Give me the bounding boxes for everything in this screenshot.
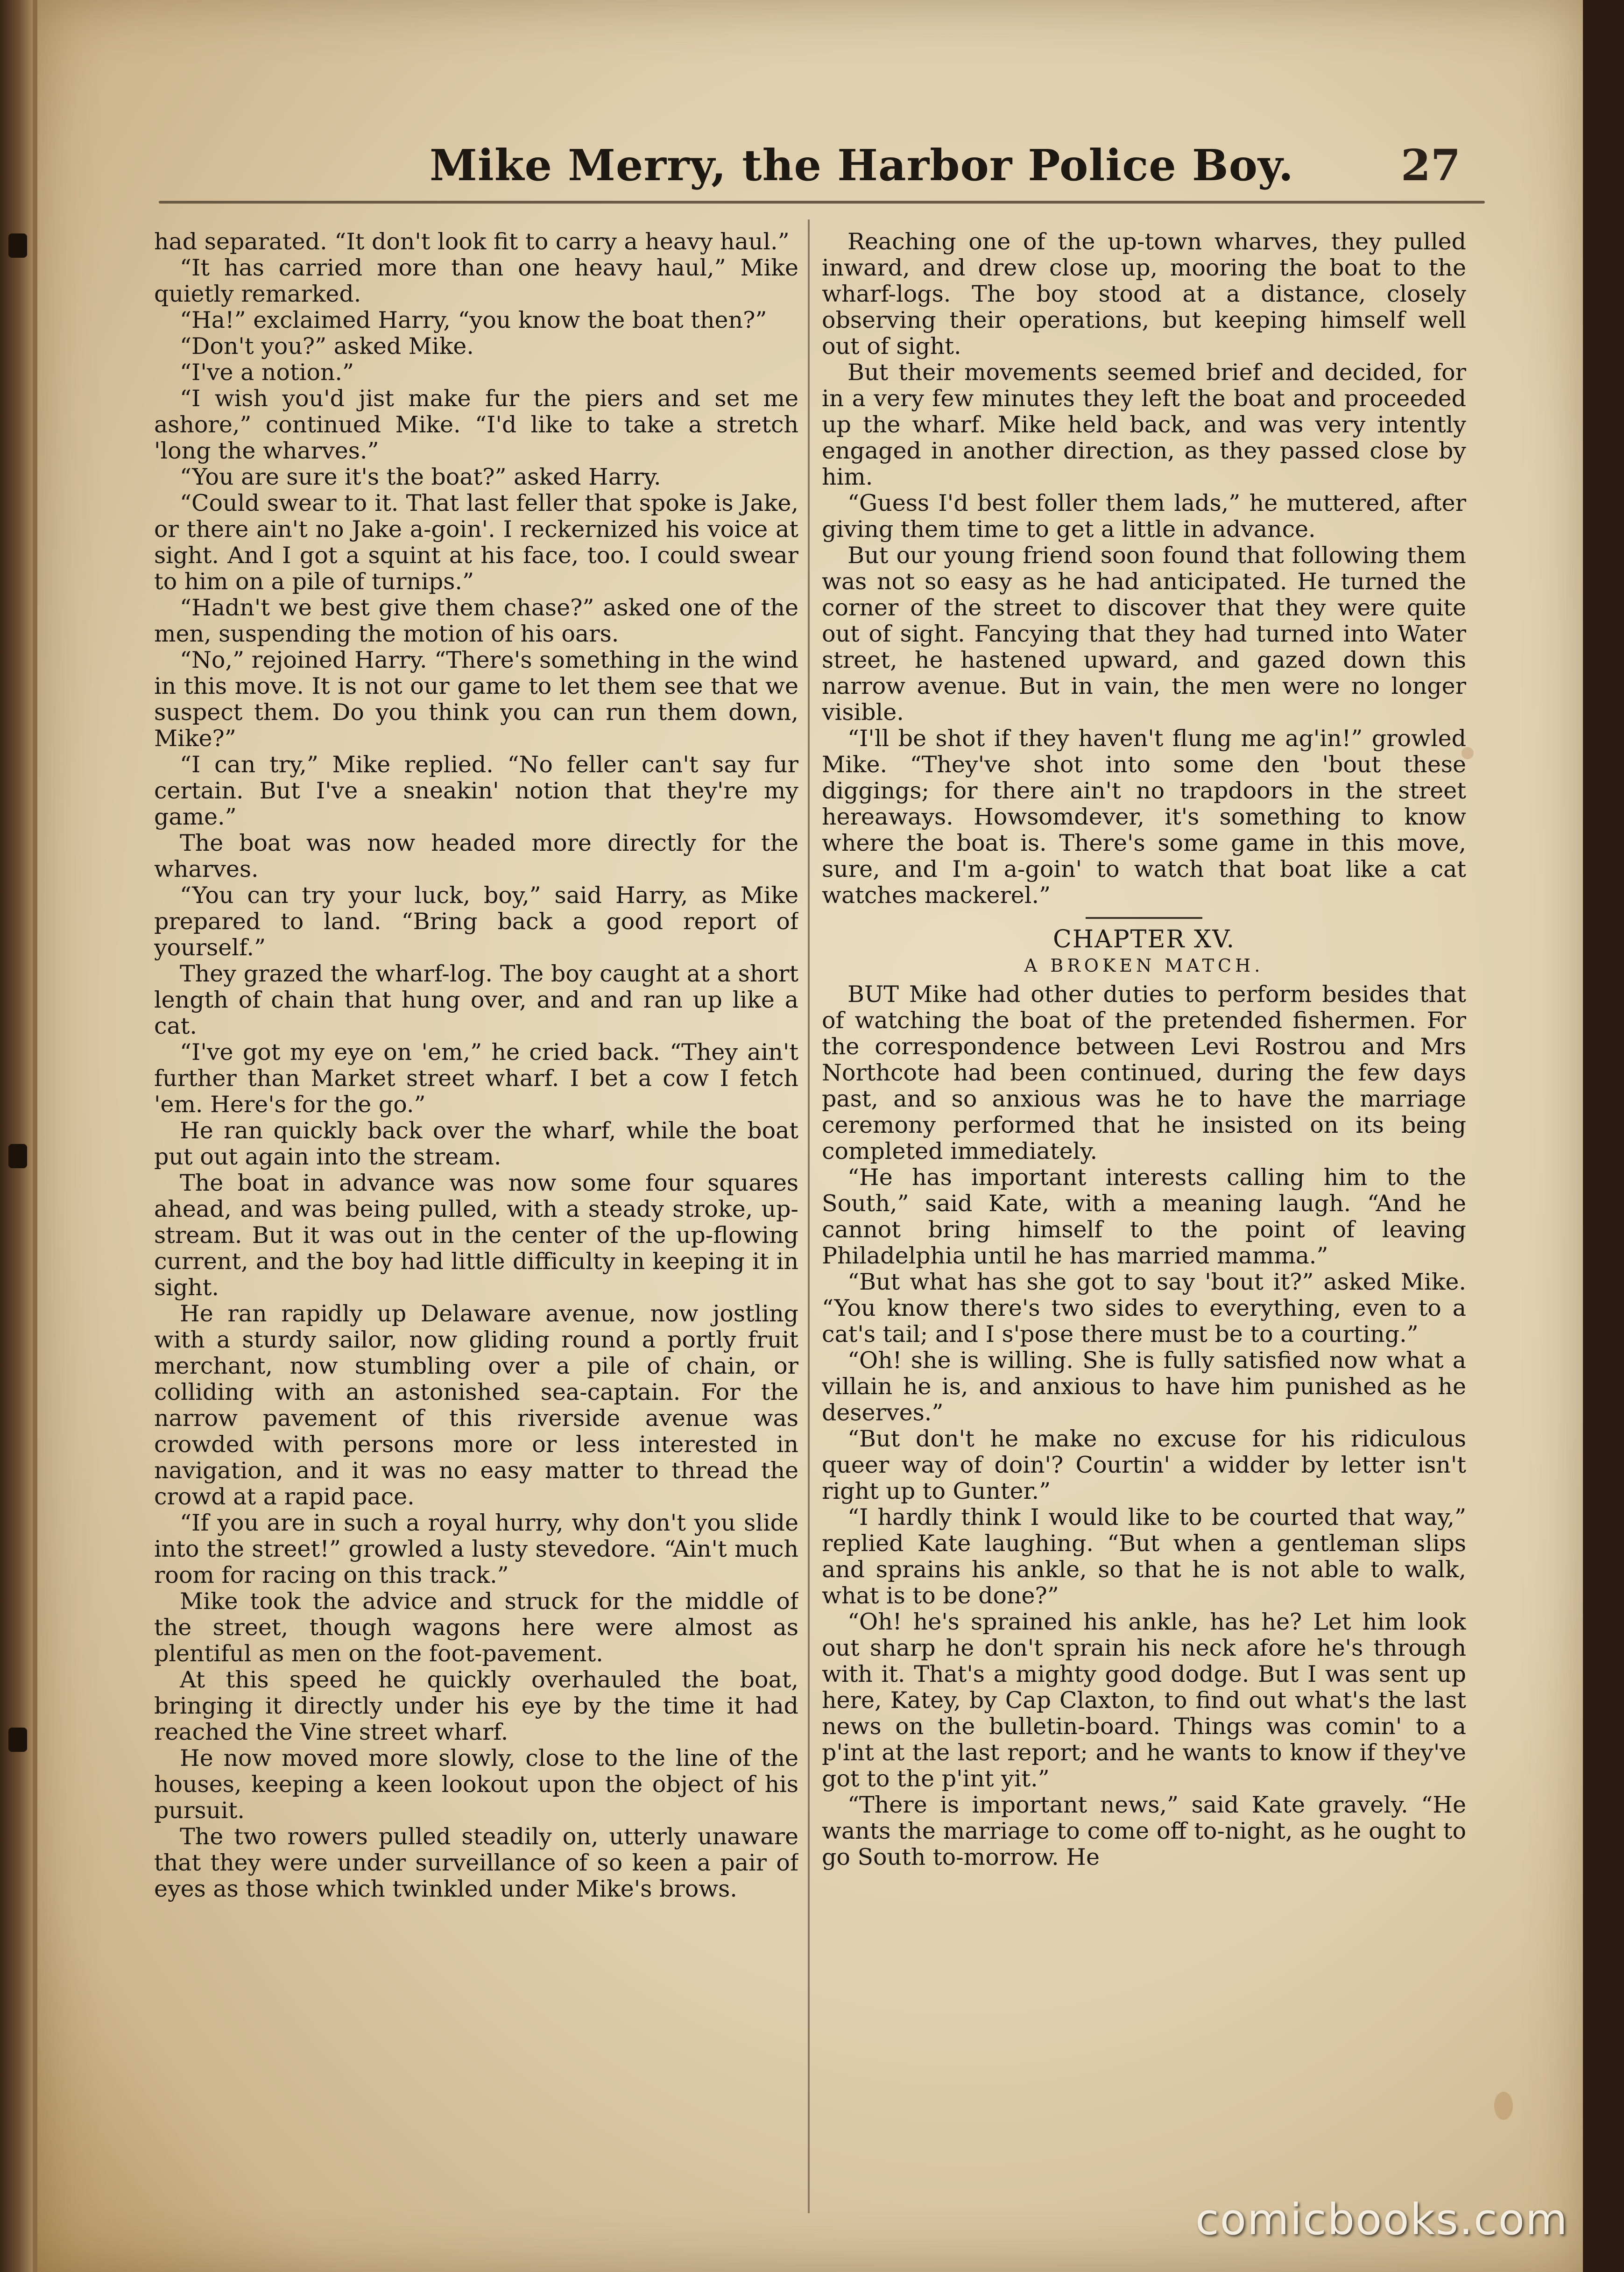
paragraph: “But don't he make no excuse for his ridiculous queer way of doin'? Courtin' a widder by letter isn't right up to Gunter.”	[822, 1425, 1466, 1504]
paragraph: He ran quickly back over the wharf, while the boat put out again into the stream.	[154, 1117, 798, 1170]
column-divider	[808, 219, 810, 2213]
paragraph: He ran rapidly up Delaware avenue, now jostling with a sturdy sailor, now gliding round a portly fruit merchant, now stumbling over a pile of chain, or colliding with an astonished sea-captain. For the narrow pavement of this riverside avenue was crowded with persons more or less interested in navigation, and it was no easy matter to thread the crowd at a rapid pace.	[154, 1300, 798, 1510]
paragraph: “Don't you?” asked Mike.	[180, 333, 474, 360]
paragraph: Mike took the advice and struck for the middle of the street, though wagons here were almost as plentiful as men on the foot-pavement.	[154, 1588, 798, 1667]
binding-stitch	[8, 1728, 27, 1752]
paragraph: Reaching one of the up-town wharves, they pulled inward, and drew close up, mooring the boat to the wharf-logs. The boy stood at a distance, closely observing their operations, but keeping himself well out of sight.	[822, 229, 1466, 360]
right-column	[822, 229, 1466, 2213]
paragraph: “Guess I'd best foller them lads,” he muttered, after giving them time to get a little in advance.	[822, 490, 1466, 543]
left-column	[154, 229, 798, 2213]
paragraph: “You can try your luck, boy,” said Harry, as Mike prepared to land. “Bring back a good report of yourself.”	[154, 882, 798, 961]
paragraph: “I wish you'd jist make fur the piers and set me ashore,” continued Mike. “I'd like to take a stretch 'long the wharves.”	[154, 385, 798, 464]
binding-stitch	[8, 1144, 27, 1168]
paragraph: He now moved more slowly, close to the line of the houses, keeping a keen lookout upon the object of his pursuit.	[154, 1745, 798, 1824]
paragraph: But their movements seemed brief and decided, for in a very few minutes they left the boat and proceeded up the wharf. Mike held back, and was very intently engaged in another direction, as they passed close by him.	[822, 359, 1466, 490]
paragraph: “I can try,” Mike replied. “No feller can't say fur certain. But I've a sneakin' notion that they're my game.”	[154, 751, 798, 830]
paragraph: They grazed the wharf-log. The boy caught at a short length of chain that hung over, and and ran up like a cat.	[154, 960, 798, 1039]
paragraph: “I've got my eye on 'em,” he cried back. “They ain't further than Market street wharf. I bet a cow I fetch 'em. Here's for the go.”	[154, 1039, 798, 1118]
binding-edge	[0, 0, 33, 2272]
paragraph: “Oh! she is willing. She is fully satisfied now what a villain he is, and anxious to have him punished as he deserves.”	[822, 1347, 1466, 1426]
paragraph: “You are sure it's the boat?” asked Harry.	[180, 464, 661, 490]
page-number: 27	[1401, 140, 1461, 191]
paragraph: “Hadn't we best give them chase?” asked one of the men, suspending the motion of his oars.	[154, 594, 798, 647]
paragraph: “Oh! he's sprained his ankle, has he? Let him look out sharp he don't sprain his neck afore he's through with it. That's a mighty good dodge. But I was sent up here, Katey, by Cap Claxton, to find out what's the last news on the bulletin-board. Things was comin' to a p'int at the last report; and he wants to know if they've got to the p'int yit.”	[822, 1609, 1466, 1792]
site-watermark: comicbooks.com	[1195, 2194, 1568, 2244]
paragraph: “I've a notion.”	[180, 359, 354, 386]
paragraph: “Could swear to it. That last feller that spoke is Jake, or there ain't no Jake a-goin'. I reckernized his voice at sight. And I got a squint at his face, too. I could swear to him on a pile of turnips.”	[154, 490, 798, 595]
paragraph: “There is important news,” said Kate gravely. “He wants the marriage to come off to-night, as he ought to go South to-morrow. He	[822, 1792, 1466, 1870]
running-header-title: Mike Merry, the Harbor Police Boy.	[430, 140, 1294, 191]
paragraph: “If you are in such a royal hurry, why don't you slide into the street!” growled a lusty stevedore. “Ain't much room for racing on this track.”	[154, 1510, 798, 1588]
paragraph: “But what has she got to say 'bout it?” asked Mike. “You know there's two sides to everything, even to a cat's tail; and I s'pose there must be to a courting.”	[822, 1269, 1466, 1348]
chapter-heading: CHAPTER XV.	[1052, 925, 1235, 953]
paragraph: “Ha!” exclaimed Harry, “you know the boat then?”	[180, 307, 767, 333]
paragraph: “No,” rejoined Harry. “There's something in the wind in this move. It is not our game to let them see that we suspect them. Do you think you can run them down, Mike?”	[154, 647, 798, 752]
binding-stitch	[8, 233, 27, 258]
chapter-subtitle: A BROKEN MATCH.	[1024, 955, 1264, 976]
paragraph: “I hardly think I would like to be courted that way,” replied Kate laughing. “But when a gentleman slips and sprains his ankle, so that he is not able to walk, what is to be done?”	[822, 1504, 1466, 1609]
page-stain	[1494, 2092, 1513, 2120]
paragraph: “He has important interests calling him to the South,” said Kate, with a meaning laugh. “And he cannot bring himself to the point of leaving Philadelphia until he has married mamma.”	[822, 1164, 1466, 1269]
paragraph: The boat in advance was now some four squares ahead, and was being pulled, with a steady stroke, up-stream. But it was out in the center of the up-flowing current, and the boy had little difficulty in keeping it in sight.	[154, 1170, 798, 1301]
paragraph: “I'll be shot if they haven't flung me ag'in!” growled Mike. “They've shot into some den 'bout these diggings; for there ain't no trapdoors in the street hereaways. Howsomdever, it's something to know where the boat is. There's some game in this move, sure, and I'm a-goin' to watch that boat like a cat watches mackerel.”	[822, 725, 1466, 909]
section-rule	[1086, 917, 1202, 919]
header-rule	[159, 201, 1485, 204]
paragraph: But our young friend soon found that following them was not so easy as he had anticipated. He turned the corner of the street to discover that they were quite out of sight. Fancying that they had turned into Water street, he hastened upward, and gazed down this narrow avenue. But in vain, the men were no longer visible.	[822, 542, 1466, 726]
paragraph: BUT Mike had other duties to perform besides that of watching the boat of the pretended fishermen. For the correspondence between Levi Rostrou and Mrs Northcote had been continued, during the few days past, and so anxious was he to have the marriage ceremony performed that he insisted on its being completed immediately.	[822, 981, 1466, 1164]
paragraph: The two rowers pulled steadily on, utterly unaware that they were under surveillance of so keen a pair of eyes as those which twinkled under Mike's brows.	[154, 1823, 798, 1902]
paragraph: The boat was now headed more directly for the wharves.	[154, 830, 798, 882]
paragraph: had separated. “It don't look fit to carry a heavy haul.”	[154, 229, 790, 255]
paragraph: At this speed he quickly overhauled the boat, bringing it directly under his eye by the time it had reached the Vine street wharf.	[154, 1666, 798, 1745]
paragraph: “It has carried more than one heavy haul,” Mike quietly remarked.	[154, 254, 798, 307]
